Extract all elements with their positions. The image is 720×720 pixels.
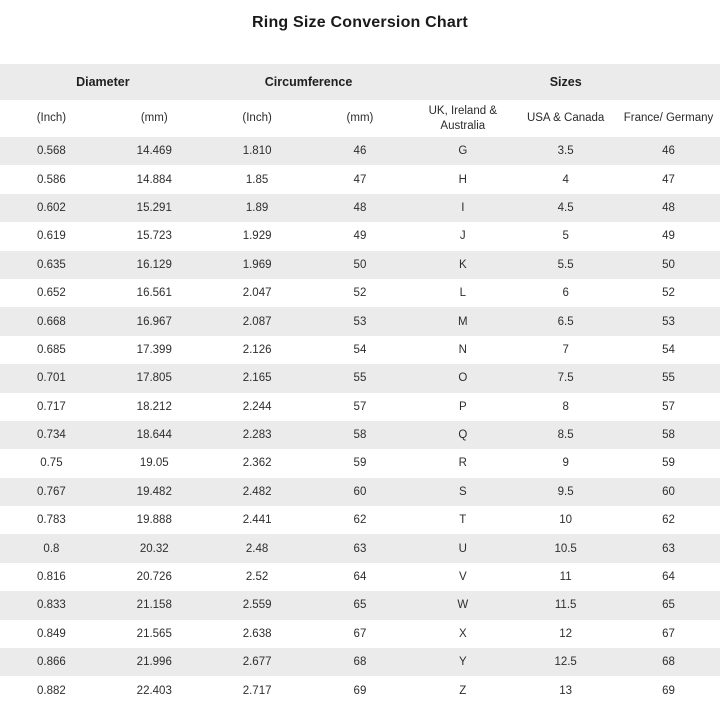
table-cell: 0.668	[0, 307, 103, 335]
table-cell: 17.399	[136, 343, 172, 356]
table-row	[0, 676, 720, 704]
table-cell: 2.283	[206, 421, 309, 449]
table-row	[0, 534, 720, 562]
table-cell: 63	[617, 534, 720, 562]
table-cell: 5.5	[514, 251, 617, 279]
ring-size-conversion-table	[0, 64, 720, 705]
table-row	[0, 336, 720, 364]
table-cell: 52	[353, 287, 367, 300]
table-cell: 16.561	[136, 287, 172, 300]
column-header-circumference-inch: (Inch)	[206, 100, 309, 137]
table-cell: 0.767	[0, 478, 103, 506]
table-cell: 68	[309, 648, 412, 676]
table-cell: 13	[559, 684, 573, 697]
table-row	[0, 194, 720, 222]
table-cell: 54	[662, 343, 675, 356]
table-cell: H	[458, 173, 467, 186]
table-cell: 3.5	[514, 137, 617, 165]
table-cell: N	[458, 343, 467, 356]
table-cell: 2.677	[206, 648, 309, 676]
table-cell: 49	[662, 230, 675, 243]
table-cell: 9	[562, 457, 569, 470]
table-cell: K	[411, 251, 514, 279]
table-cell: 0.586	[37, 173, 66, 186]
table-cell: 0.849	[37, 627, 66, 640]
table-cell: 50	[617, 251, 720, 279]
table-cell: 2.087	[206, 307, 309, 335]
table-cell: 0.75	[40, 457, 63, 470]
table-cell: 59	[353, 457, 367, 470]
table-cell: 0.635	[0, 251, 103, 279]
table-cell: 22.403	[136, 684, 172, 697]
table-cell: 0.734	[0, 421, 103, 449]
table-cell: 6	[562, 287, 569, 300]
table-cell: 21.565	[136, 627, 172, 640]
table-cell: 4	[562, 173, 569, 186]
table-cell: 1.85	[245, 173, 269, 186]
table-cell: 8	[562, 400, 569, 413]
table-header	[0, 64, 720, 137]
table-cell: 1.969	[206, 251, 309, 279]
table-cell: J	[459, 230, 466, 243]
table-cell: V	[458, 571, 467, 584]
table-cell: 52	[662, 287, 675, 300]
table-cell: 19.05	[139, 457, 169, 470]
table-cell: 64	[353, 571, 367, 584]
table-cell: 59	[662, 457, 675, 470]
table-cell: 10.5	[514, 534, 617, 562]
table-cell: 21.158	[103, 591, 206, 619]
table-row	[0, 648, 720, 676]
column-header-france-germany: France/ Germany	[617, 100, 720, 137]
table-cell: 50	[309, 251, 412, 279]
table-cell: 64	[662, 571, 675, 584]
table-cell: 19.888	[136, 514, 172, 527]
table-cell: 47	[662, 173, 675, 186]
table-cell: 7	[562, 343, 569, 356]
group-header-diameter: Diameter	[0, 64, 206, 100]
table-cell: 46	[309, 137, 412, 165]
table-row	[0, 137, 720, 165]
table-row	[0, 421, 720, 449]
table-cell: 58	[617, 421, 720, 449]
page-title: Ring Size Conversion Chart	[252, 14, 468, 31]
table-cell: 11.5	[514, 591, 617, 619]
table-cell: 49	[353, 230, 367, 243]
table-cell: 57	[353, 400, 367, 413]
table-cell: 18.212	[136, 400, 172, 413]
table-row	[0, 393, 720, 421]
table-cell: 0.685	[37, 343, 66, 356]
table-cell: 67	[662, 627, 675, 640]
table-row	[0, 279, 720, 307]
table-cell: 48	[309, 194, 412, 222]
table-cell: 7.5	[514, 364, 617, 392]
table-cell: 20.32	[103, 534, 206, 562]
group-header-sizes: Sizes	[411, 64, 720, 100]
column-header-usa-canada: USA & Canada	[514, 100, 617, 137]
table-cell: 0.701	[0, 364, 103, 392]
table-cell: G	[411, 137, 514, 165]
column-header-row	[0, 100, 720, 137]
table-cell: W	[411, 591, 514, 619]
table-row	[0, 591, 720, 619]
table-cell: U	[411, 534, 514, 562]
table-row	[0, 506, 720, 534]
table-body	[0, 137, 720, 705]
table-row	[0, 478, 720, 506]
column-header-uk-ireland-australia: UK, Ireland & Australia	[411, 100, 514, 137]
table-cell: 48	[617, 194, 720, 222]
table-cell: 2.559	[206, 591, 309, 619]
table-cell: 21.996	[103, 648, 206, 676]
table-cell: 6.5	[514, 307, 617, 335]
table-cell: T	[459, 514, 467, 527]
table-cell: 18.644	[103, 421, 206, 449]
table-cell: 0.833	[0, 591, 103, 619]
table-cell: 11	[559, 571, 572, 584]
table-cell: 63	[309, 534, 412, 562]
table-cell: 0.816	[37, 571, 66, 584]
table-cell: X	[458, 627, 467, 640]
table-row	[0, 620, 720, 648]
table-cell: 55	[617, 364, 720, 392]
table-cell: 2.638	[242, 627, 272, 640]
column-header-diameter-mm: (mm)	[103, 100, 206, 137]
table-cell: 0.8	[0, 534, 103, 562]
table-cell: 57	[662, 400, 675, 413]
table-cell: 2.047	[242, 287, 272, 300]
table-cell: 2.441	[242, 514, 272, 527]
table-cell: 1.810	[206, 137, 309, 165]
table-row	[0, 165, 720, 193]
column-header-diameter-inch: (Inch)	[0, 100, 103, 137]
table-cell: 2.482	[206, 478, 309, 506]
table-row	[0, 307, 720, 335]
table-cell: 15.291	[103, 194, 206, 222]
table-cell: 67	[353, 627, 367, 640]
table-row	[0, 251, 720, 279]
group-header-row	[0, 64, 720, 100]
table-cell: 53	[617, 307, 720, 335]
table-cell: 17.805	[103, 364, 206, 392]
table-cell: 0.882	[37, 684, 66, 697]
column-header-circumference-mm: (mm)	[309, 100, 412, 137]
table-row	[0, 563, 720, 591]
table-cell: 58	[309, 421, 412, 449]
table-cell: 46	[617, 137, 720, 165]
table-cell: 20.726	[136, 571, 172, 584]
table-cell: 2.52	[245, 571, 269, 584]
table-cell: S	[411, 478, 514, 506]
table-cell: 1.89	[206, 194, 309, 222]
table-cell: 5	[562, 230, 569, 243]
table-cell: 16.967	[103, 307, 206, 335]
table-cell: 0.568	[0, 137, 103, 165]
table-cell: L	[459, 287, 466, 300]
table-cell: 0.717	[37, 400, 66, 413]
table-cell: 4.5	[514, 194, 617, 222]
table-cell: 2.717	[242, 684, 272, 697]
table-cell: 15.723	[136, 230, 172, 243]
table-cell: 60	[617, 478, 720, 506]
table-cell: 12.5	[514, 648, 617, 676]
table-cell: 0.652	[37, 287, 66, 300]
table-cell: 14.469	[103, 137, 206, 165]
table-cell: 53	[309, 307, 412, 335]
table-cell: 69	[662, 684, 675, 697]
table-cell: 62	[353, 514, 367, 527]
table-cell: M	[411, 307, 514, 335]
table-cell: 65	[309, 591, 412, 619]
table-cell: 0.866	[0, 648, 103, 676]
table-cell: Z	[459, 684, 467, 697]
table-cell: 14.884	[136, 173, 172, 186]
table-cell: 0.619	[37, 230, 66, 243]
table-cell: 12	[559, 627, 573, 640]
table-cell: 0.602	[0, 194, 103, 222]
table-row	[0, 364, 720, 392]
table-cell: 65	[617, 591, 720, 619]
group-header-circumference: Circumference	[206, 64, 412, 100]
table-cell: 62	[662, 514, 675, 527]
table-cell: 10	[559, 514, 573, 527]
table-cell: O	[411, 364, 514, 392]
table-cell: 54	[353, 343, 367, 356]
table-cell: Q	[411, 421, 514, 449]
table-cell: 19.482	[103, 478, 206, 506]
table-cell: 8.5	[514, 421, 617, 449]
table-cell: 68	[617, 648, 720, 676]
table-cell: 47	[353, 173, 367, 186]
table-cell: 2.165	[206, 364, 309, 392]
table-cell: 69	[353, 684, 367, 697]
table-cell: 9.5	[514, 478, 617, 506]
table-cell: 55	[309, 364, 412, 392]
table-row	[0, 222, 720, 250]
table-cell: 60	[309, 478, 412, 506]
table-cell: 2.48	[206, 534, 309, 562]
table-cell: 0.783	[37, 514, 66, 527]
table-cell: 2.362	[242, 457, 272, 470]
table-cell: 1.929	[242, 230, 272, 243]
table-cell: R	[458, 457, 467, 470]
table-row	[0, 449, 720, 477]
table-cell: I	[411, 194, 514, 222]
table-cell: 2.126	[242, 343, 272, 356]
table-cell: Y	[411, 648, 514, 676]
table-cell: 16.129	[103, 251, 206, 279]
table-cell: P	[458, 400, 467, 413]
table-cell: 2.244	[242, 400, 272, 413]
